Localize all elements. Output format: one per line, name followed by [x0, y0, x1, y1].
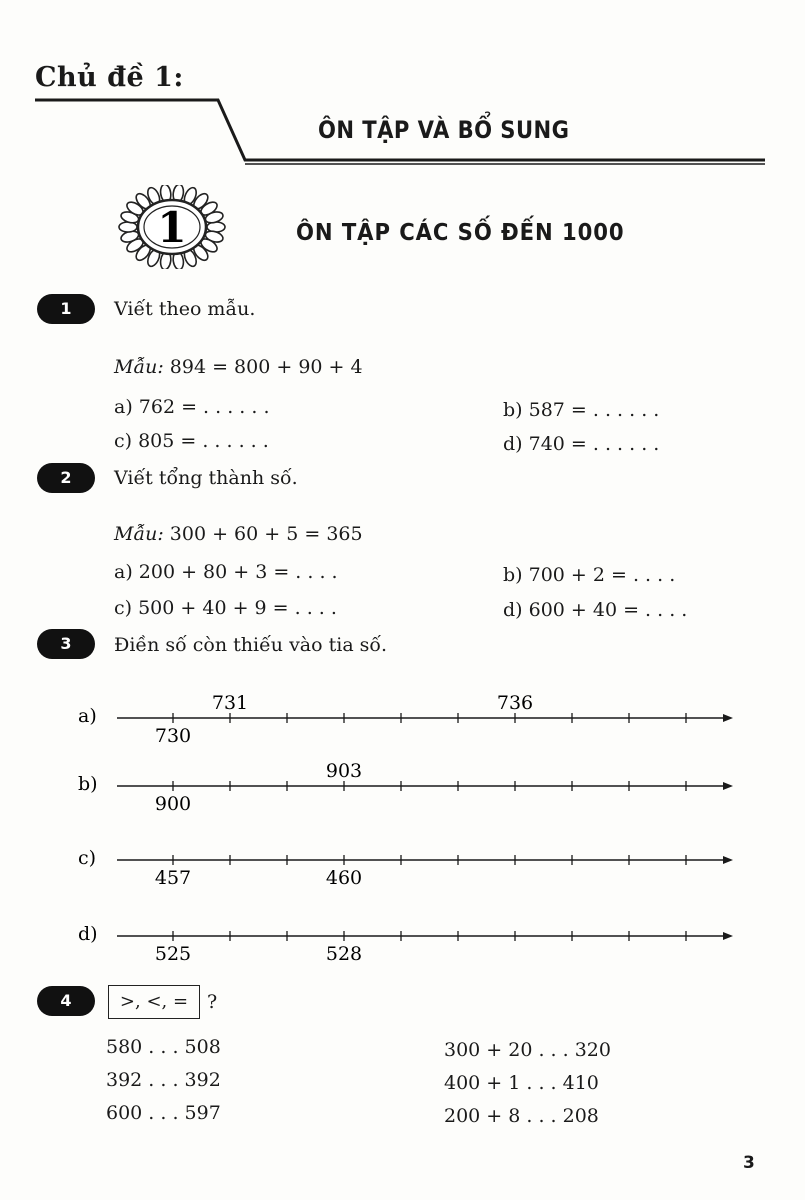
exercise-1-item-b: b) 587 = . . . . . .	[503, 399, 660, 421]
number-lines	[0, 680, 805, 980]
comparison-symbols-box: >, <, =	[108, 985, 200, 1019]
exercise-1-item-c: c) 805 = . . . . . .	[114, 430, 269, 452]
exercise-1-instruction: Viết theo mẫu.	[114, 298, 256, 320]
compare-left-3: 600 . . . 597	[106, 1102, 221, 1124]
number-line-arrow	[723, 714, 733, 722]
section-title: ÔN TẬP VÀ BỔ SUNG	[318, 116, 570, 144]
compare-right-1: 300 + 20 . . . 320	[444, 1039, 611, 1061]
exercise-2-example	[114, 523, 363, 545]
number-line-arrow	[723, 782, 733, 790]
compare-left-1: 580 . . . 508	[106, 1036, 221, 1058]
example-label: Mẫu:	[114, 356, 164, 378]
number-line-value: 900	[154, 793, 192, 815]
number-line-label: a)	[78, 705, 97, 727]
number-line-arrow	[723, 856, 733, 864]
number-line-value: 730	[154, 725, 192, 747]
page-number: 3	[743, 1153, 755, 1173]
number-line-value: 457	[154, 867, 192, 889]
number-line-arrow	[723, 932, 733, 940]
example-text: 300 + 60 + 5 = 365	[169, 523, 363, 545]
number-line-label: c)	[78, 847, 97, 869]
number-line-value: 460	[325, 867, 363, 889]
number-line-value: 731	[211, 692, 249, 714]
exercise-2-instruction: Viết tổng thành số.	[114, 467, 298, 489]
question-mark: ?	[207, 991, 218, 1013]
exercise-2-item-a: a) 200 + 80 + 3 = . . . .	[114, 561, 338, 583]
compare-right-2: 400 + 1 . . . 410	[444, 1072, 599, 1094]
number-line-value: 528	[325, 943, 363, 965]
example-text: 894 = 800 + 90 + 4	[169, 356, 363, 378]
exercise-1-item-a: a) 762 = . . . . . .	[114, 396, 270, 418]
number-line-label: d)	[78, 923, 98, 945]
lesson-number: 1	[157, 203, 187, 252]
number-line-value: 736	[496, 692, 534, 714]
number-line-label: b)	[78, 773, 98, 795]
exercise-badge-3: 3	[37, 629, 95, 659]
exercise-badge-4: 4	[37, 986, 95, 1016]
exercise-2-item-c: c) 500 + 40 + 9 = . . . .	[114, 597, 337, 619]
exercise-3-instruction: Điền số còn thiếu vào tia số.	[114, 634, 388, 656]
exercise-1-item-d: d) 740 = . . . . . .	[503, 433, 660, 455]
compare-right-3: 200 + 8 . . . 208	[444, 1105, 599, 1127]
compare-left-2: 392 . . . 392	[106, 1069, 221, 1091]
example-label: Mẫu:	[114, 523, 164, 545]
lesson-flower-icon	[116, 185, 228, 269]
lesson-title: ÔN TẬP CÁC SỐ ĐẾN 1000	[296, 220, 625, 246]
topic-label: Chủ đề 1:	[35, 62, 184, 93]
exercise-1-example	[114, 356, 363, 378]
exercise-2-item-d: d) 600 + 40 = . . . .	[503, 599, 688, 621]
exercise-badge-2: 2	[37, 463, 95, 493]
exercise-2-item-b: b) 700 + 2 = . . . .	[503, 564, 676, 586]
number-line-value: 903	[325, 760, 363, 782]
number-line-value: 525	[154, 943, 192, 965]
exercise-badge-1: 1	[37, 294, 95, 324]
